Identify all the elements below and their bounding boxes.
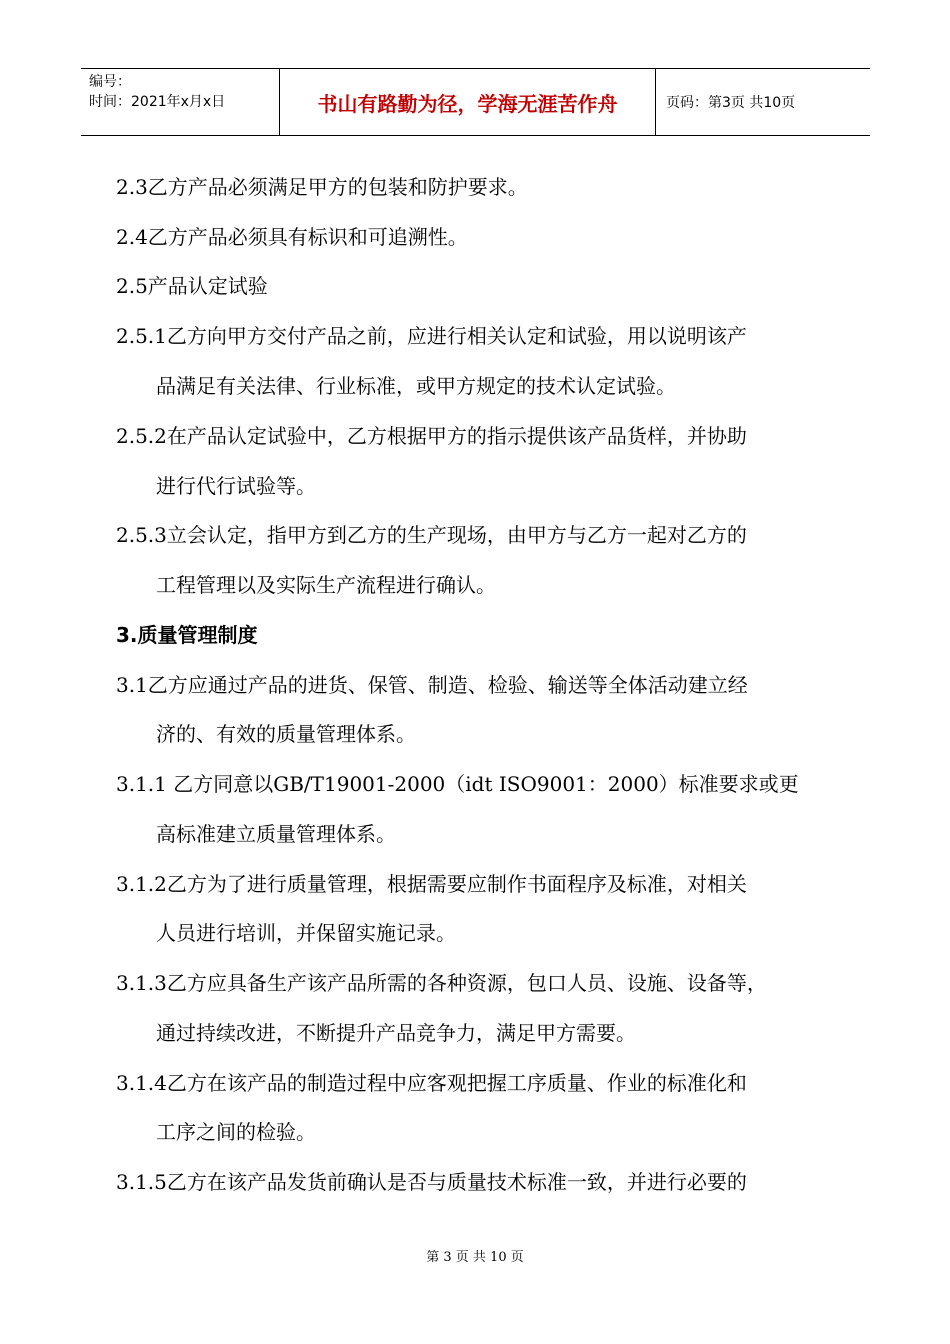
paragraph-3-1-2-cont: 人员进行培训，并保留实施记录。 — [156, 921, 456, 945]
paragraph-3-1: 3.1乙方应通过产品的进货、保管、制造、检验、输送等全体活动建立经 — [116, 673, 748, 697]
page-footer: 第 3 页 共 10 页 — [426, 1250, 524, 1265]
header-page-info: 页码：第3页 共10页 — [666, 95, 796, 111]
paragraph-2-5-3-cont: 工程管理以及实际生产流程进行确认。 — [156, 573, 496, 597]
paragraph-3-1-1: 3.1.1 乙方同意以GB/T19001-2000（idt ISO9001：2000）标准要求或更 — [116, 772, 799, 796]
paragraph-2-5-3: 2.5.3立会认定，指甲方到乙方的生产现场，由甲方与乙方一起对乙方的 — [116, 523, 747, 547]
paragraph-2-5-1-cont: 品满足有关法律、行业标准，或甲方规定的技术认定试验。 — [156, 374, 676, 398]
page-header — [81, 68, 870, 136]
paragraph-3-1-1-cont: 高标准建立质量管理体系。 — [156, 822, 396, 846]
paragraph-3-1-3: 3.1.3乙方应具备生产该产品所需的各种资源，包口人员、设施、设备等， — [116, 971, 767, 995]
paragraph-3-1-4-cont: 工序之间的检验。 — [156, 1120, 316, 1144]
paragraph-2-5-2-cont: 进行代行试验等。 — [156, 474, 316, 498]
paragraph-3-1-5: 3.1.5乙方在该产品发货前确认是否与质量技术标准一致，并进行必要的 — [116, 1170, 747, 1194]
paragraph-2-5-1: 2.5.1乙方向甲方交付产品之前，应进行相关认定和试验，用以说明该产 — [116, 324, 747, 348]
paragraph-2-5: 2.5产品认定试验 — [116, 274, 268, 298]
document-time: 时间：2021年x月x日 — [89, 94, 226, 110]
header-motto: 书山有路勤为径，学海无涯苦作舟 — [279, 69, 656, 135]
paragraph-3-1-4: 3.1.4乙方在该产品的制造过程中应客观把握工序质量、作业的标准化和 — [116, 1071, 747, 1095]
section-heading-3: 3.质量管理制度 — [116, 623, 258, 647]
paragraph-2-5-2: 2.5.2在产品认定试验中，乙方根据甲方的指示提供该产品货样，并协助 — [116, 424, 747, 448]
paragraph-3-1-2: 3.1.2乙方为了进行质量管理，根据需要应制作书面程序及标准，对相关 — [116, 872, 747, 896]
paragraph-3-1-3-cont: 通过持续改进，不断提升产品竞争力，满足甲方需要。 — [156, 1021, 636, 1045]
header-meta — [81, 69, 279, 135]
paragraph-2-4: 2.4乙方产品必须具有标识和可追溯性。 — [116, 225, 468, 249]
paragraph-3-1-cont: 济的、有效的质量管理体系。 — [156, 722, 416, 746]
document-number: 编号： — [89, 74, 131, 90]
paragraph-2-3: 2.3乙方产品必须满足甲方的包装和防护要求。 — [116, 175, 528, 199]
